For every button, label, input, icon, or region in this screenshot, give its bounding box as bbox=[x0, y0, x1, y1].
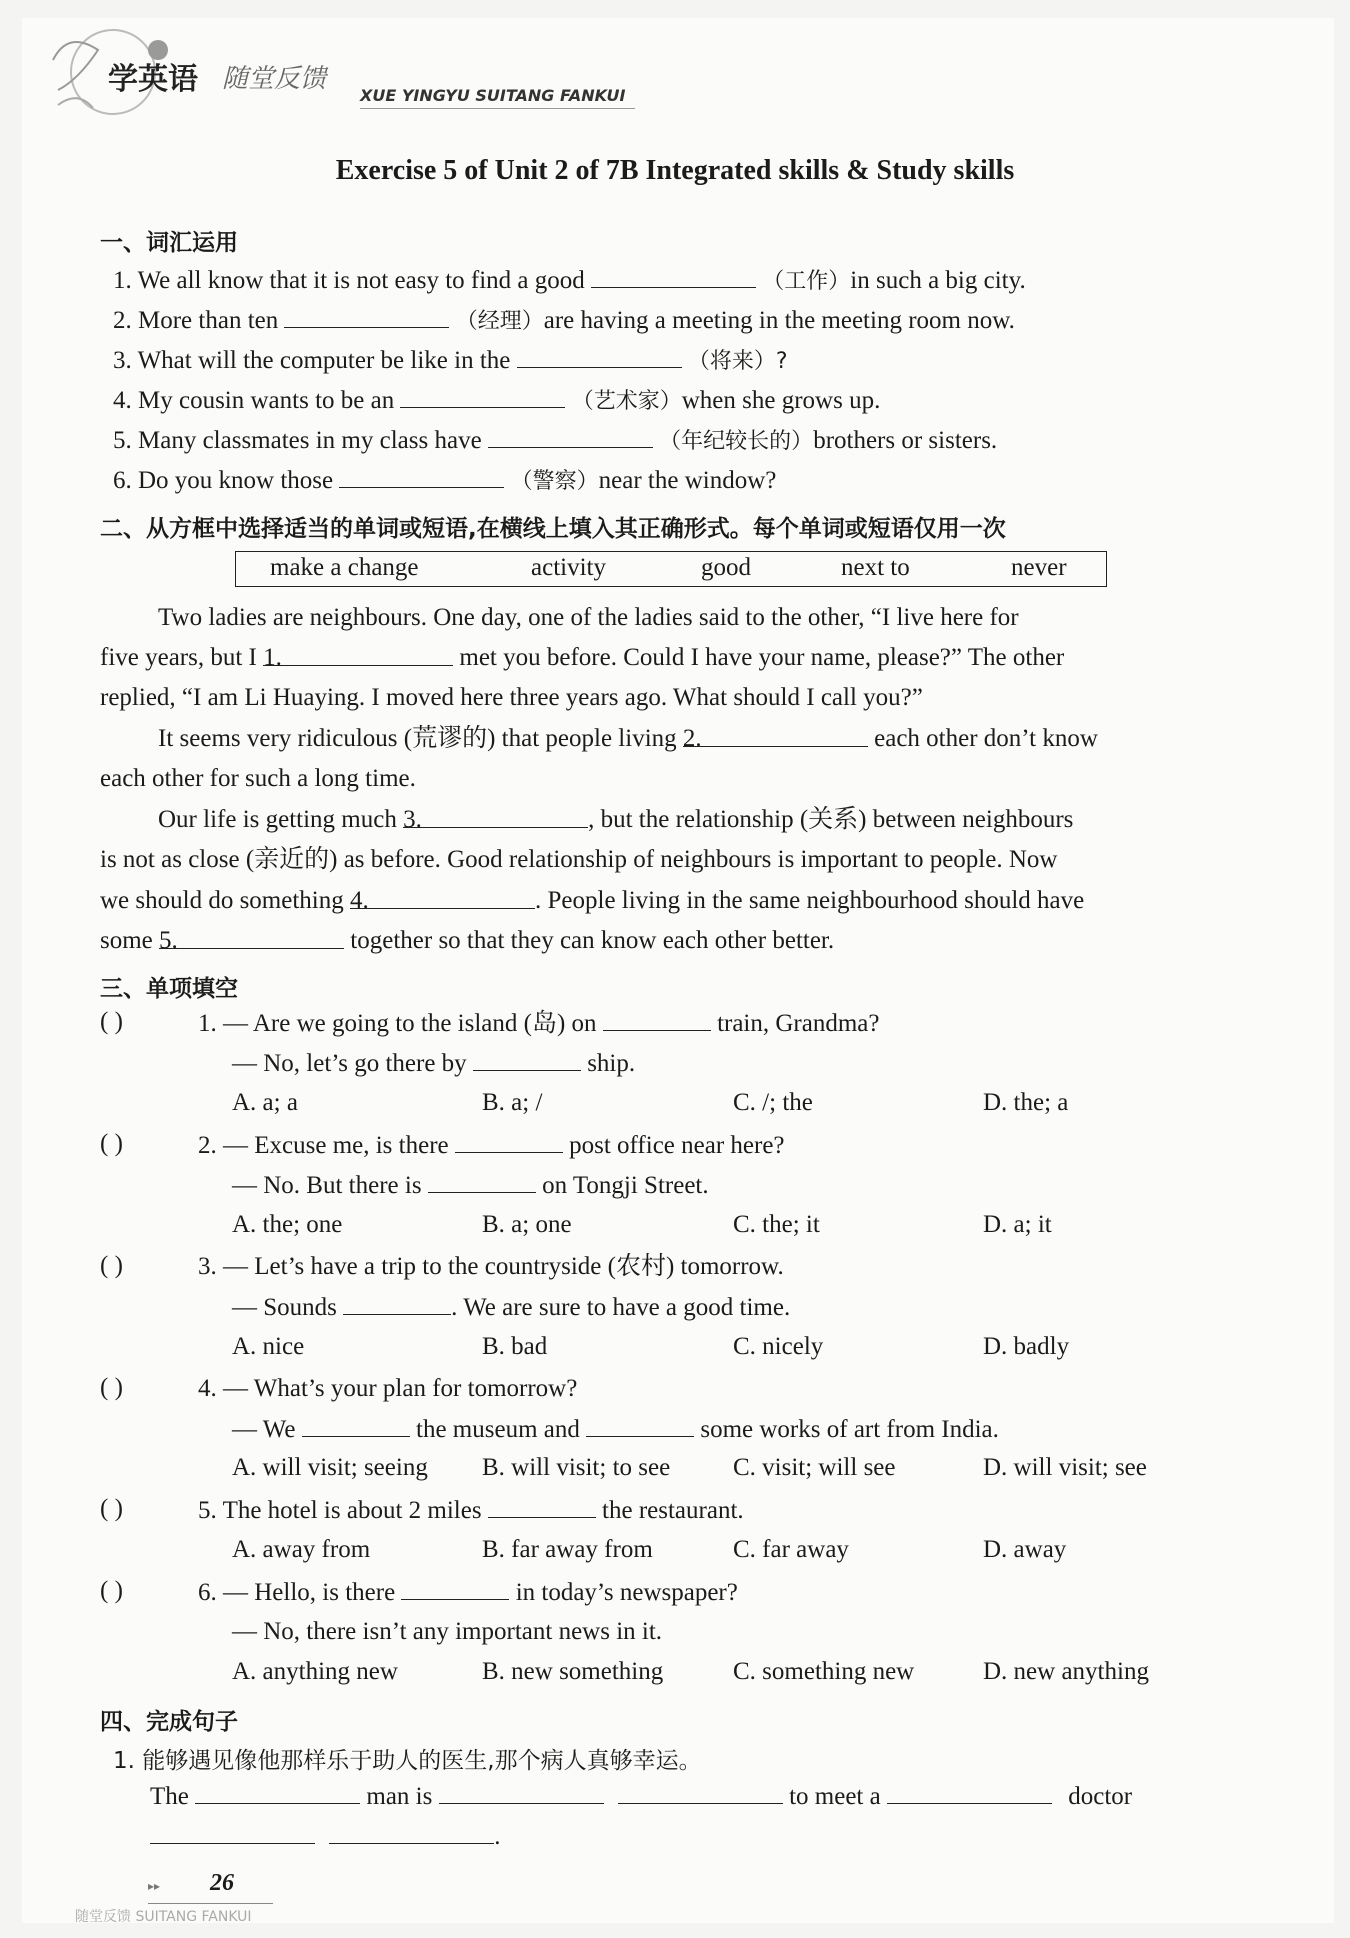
passage-line: It seems very ridiculous (荒谬的) that people living 2. each other don’t know bbox=[158, 725, 1098, 752]
answer-parentheses[interactable]: ( ) bbox=[100, 1008, 123, 1035]
passage-line: is not as close (亲近的) as before. Good relationship of neighbours is important to people. Now bbox=[100, 846, 1058, 873]
answer-blank[interactable] bbox=[428, 1170, 536, 1193]
mc-question-1-line2: — No, let’s go there by ship. bbox=[232, 1050, 636, 1077]
answer-blank-3[interactable]: 3. bbox=[403, 805, 588, 828]
answer-blank[interactable] bbox=[284, 305, 449, 328]
word-box-item: good bbox=[701, 554, 751, 581]
page-number: 26 bbox=[210, 1870, 234, 1896]
brand-pinyin: XUE YINGYU SUITANG FANKUI bbox=[360, 86, 626, 105]
option-a[interactable]: A. will visit; seeing bbox=[232, 1454, 428, 1481]
option-b[interactable]: B. bad bbox=[482, 1333, 548, 1360]
header-rule bbox=[360, 108, 635, 109]
option-b[interactable]: B. far away from bbox=[482, 1536, 653, 1563]
footer-mark: 随堂反馈 SUITANG FANKUI bbox=[75, 1909, 252, 1925]
passage-line: Two ladies are neighbours. One day, one of the ladies said to the other, “I live here for bbox=[158, 604, 1019, 631]
answer-blank[interactable] bbox=[586, 1414, 694, 1437]
answer-parentheses[interactable]: ( ) bbox=[100, 1495, 123, 1522]
translation-answer-line-1: The man is to meet a doctor bbox=[150, 1783, 1133, 1810]
word-box-item: next to bbox=[841, 554, 910, 581]
vocab-item-2: 2. More than ten （经理）are having a meeting in the meeting room now. bbox=[113, 307, 1015, 334]
option-d[interactable]: D. the; a bbox=[983, 1089, 1069, 1116]
option-c[interactable]: C. the; it bbox=[733, 1211, 820, 1238]
option-b[interactable]: B. a; one bbox=[482, 1211, 572, 1238]
answer-blank-1[interactable]: 1. bbox=[263, 643, 453, 666]
section2-heading: 二、从方框中选择适当的单词或短语,在横线上填入其正确形式。每个单词或短语仅用一次 bbox=[100, 516, 1006, 542]
word-box bbox=[235, 551, 1107, 587]
option-a[interactable]: A. nice bbox=[232, 1333, 305, 1360]
vocab-item-1: 1. We all know that it is not easy to find a good （工作）in such a big city. bbox=[113, 267, 1026, 294]
option-b[interactable]: B. will visit; to see bbox=[482, 1454, 671, 1481]
word-box-item: make a change bbox=[270, 554, 419, 581]
option-a[interactable]: A. a; a bbox=[232, 1089, 298, 1116]
answer-blank[interactable] bbox=[473, 1048, 581, 1071]
answer-blank[interactable] bbox=[591, 265, 756, 288]
section4-heading: 四、完成句子 bbox=[100, 1709, 238, 1735]
passage-line: we should do something 4. . People living in the same neighbourhood should have bbox=[100, 887, 1085, 914]
option-b[interactable]: B. new something bbox=[482, 1658, 664, 1685]
arrow-icon: ▸▸ bbox=[148, 1879, 161, 1893]
footer-rule bbox=[148, 1903, 273, 1904]
answer-blank-4[interactable]: 4. bbox=[350, 886, 535, 909]
mc-question-4: 4. — What’s your plan for tomorrow? bbox=[198, 1375, 578, 1402]
option-c[interactable]: C. far away bbox=[733, 1536, 849, 1563]
answer-blank[interactable] bbox=[603, 1008, 711, 1031]
vocab-item-5: 5. Many classmates in my class have （年纪较长的）brothers or sisters. bbox=[113, 427, 998, 454]
vocab-item-4: 4. My cousin wants to be an （艺术家）when she grows up. bbox=[113, 387, 881, 414]
mc-question-5: 5. The hotel is about 2 miles the restaurant. bbox=[198, 1497, 744, 1524]
section3-heading: 三、单项填空 bbox=[100, 976, 238, 1002]
mc-question-3: 3. — Let’s have a trip to the countryside (农村) tomorrow. bbox=[198, 1253, 784, 1280]
mc-question-6-line2: — No, there isn’t any important news in it. bbox=[232, 1618, 663, 1645]
answer-blank[interactable] bbox=[339, 465, 504, 488]
passage-line: some 5. together so that they can know each other better. bbox=[100, 927, 835, 954]
option-a[interactable]: A. away from bbox=[232, 1536, 371, 1563]
vocab-item-3: 3. What will the computer be like in the （将来）? bbox=[113, 347, 788, 374]
option-c[interactable]: C. /; the bbox=[733, 1089, 813, 1116]
passage-line: replied, “I am Li Huaying. I moved here three years ago. What should I call you?” bbox=[100, 684, 923, 711]
mc-question-3-line2: — Sounds . We are sure to have a good time. bbox=[232, 1294, 791, 1321]
answer-blank[interactable] bbox=[150, 1821, 315, 1844]
answer-parentheses[interactable]: ( ) bbox=[100, 1374, 123, 1401]
option-d[interactable]: D. away bbox=[983, 1536, 1067, 1563]
answer-blank[interactable] bbox=[401, 1577, 509, 1600]
answer-blank[interactable] bbox=[439, 1781, 604, 1804]
answer-blank[interactable] bbox=[488, 1495, 596, 1518]
answer-parentheses[interactable]: ( ) bbox=[100, 1577, 123, 1604]
answer-blank[interactable] bbox=[517, 345, 682, 368]
passage-line: each other for such a long time. bbox=[100, 765, 416, 792]
option-c[interactable]: C. nicely bbox=[733, 1333, 824, 1360]
brand-chinese: 学英语 bbox=[108, 62, 198, 97]
answer-blank[interactable] bbox=[887, 1781, 1052, 1804]
section1-heading: 一、词汇运用 bbox=[100, 230, 238, 256]
mc-question-2: 2. — Excuse me, is there post office near here? bbox=[198, 1132, 785, 1159]
exercise-title: Exercise 5 of Unit 2 of 7B Integrated skills & Study skills bbox=[335, 155, 1015, 186]
mc-question-2-line2: — No. But there is on Tongji Street. bbox=[232, 1172, 709, 1199]
option-c[interactable]: C. something new bbox=[733, 1658, 915, 1685]
answer-blank[interactable] bbox=[343, 1292, 451, 1315]
mc-question-4-line2: — We the museum and some works of art from India. bbox=[232, 1416, 999, 1443]
answer-blank[interactable] bbox=[618, 1781, 783, 1804]
option-b[interactable]: B. a; / bbox=[482, 1089, 543, 1116]
answer-blank[interactable] bbox=[195, 1781, 360, 1804]
answer-blank[interactable] bbox=[488, 425, 653, 448]
translation-answer-line-2: . bbox=[150, 1821, 501, 1852]
option-d[interactable]: D. new anything bbox=[983, 1658, 1149, 1685]
option-a[interactable]: A. anything new bbox=[232, 1658, 398, 1685]
answer-blank[interactable] bbox=[455, 1130, 563, 1153]
answer-parentheses[interactable]: ( ) bbox=[100, 1252, 123, 1279]
passage-line: Our life is getting much 3. , but the relationship (关系) between neighbours bbox=[158, 806, 1074, 833]
vocab-item-6: 6. Do you know those （警察）near the window? bbox=[113, 467, 777, 494]
option-d[interactable]: D. will visit; see bbox=[983, 1454, 1147, 1481]
option-a[interactable]: A. the; one bbox=[232, 1211, 343, 1238]
mc-question-1: 1. — Are we going to the island (岛) on train, Grandma? bbox=[198, 1010, 880, 1037]
mc-question-6: 6. — Hello, is there in today’s newspaper? bbox=[198, 1579, 738, 1606]
option-d[interactable]: D. badly bbox=[983, 1333, 1070, 1360]
answer-blank[interactable] bbox=[329, 1821, 494, 1844]
answer-blank[interactable] bbox=[302, 1414, 410, 1437]
word-box-item: never bbox=[1011, 554, 1067, 581]
answer-blank[interactable] bbox=[400, 385, 565, 408]
answer-blank-5[interactable]: 5. bbox=[159, 926, 344, 949]
answer-parentheses[interactable]: ( ) bbox=[100, 1130, 123, 1157]
translation-prompt-1: 1. 能够遇见像他那样乐于助人的医生,那个病人真够幸运。 bbox=[113, 1748, 702, 1774]
brand-script: 随堂反馈 bbox=[222, 64, 327, 93]
option-c[interactable]: C. visit; will see bbox=[733, 1454, 896, 1481]
answer-blank-2[interactable]: 2. bbox=[683, 724, 868, 747]
passage-line: five years, but I 1. met you before. Could I have your name, please?” The other bbox=[100, 644, 1065, 671]
option-d[interactable]: D. a; it bbox=[983, 1211, 1052, 1238]
word-box-item: activity bbox=[531, 554, 606, 581]
